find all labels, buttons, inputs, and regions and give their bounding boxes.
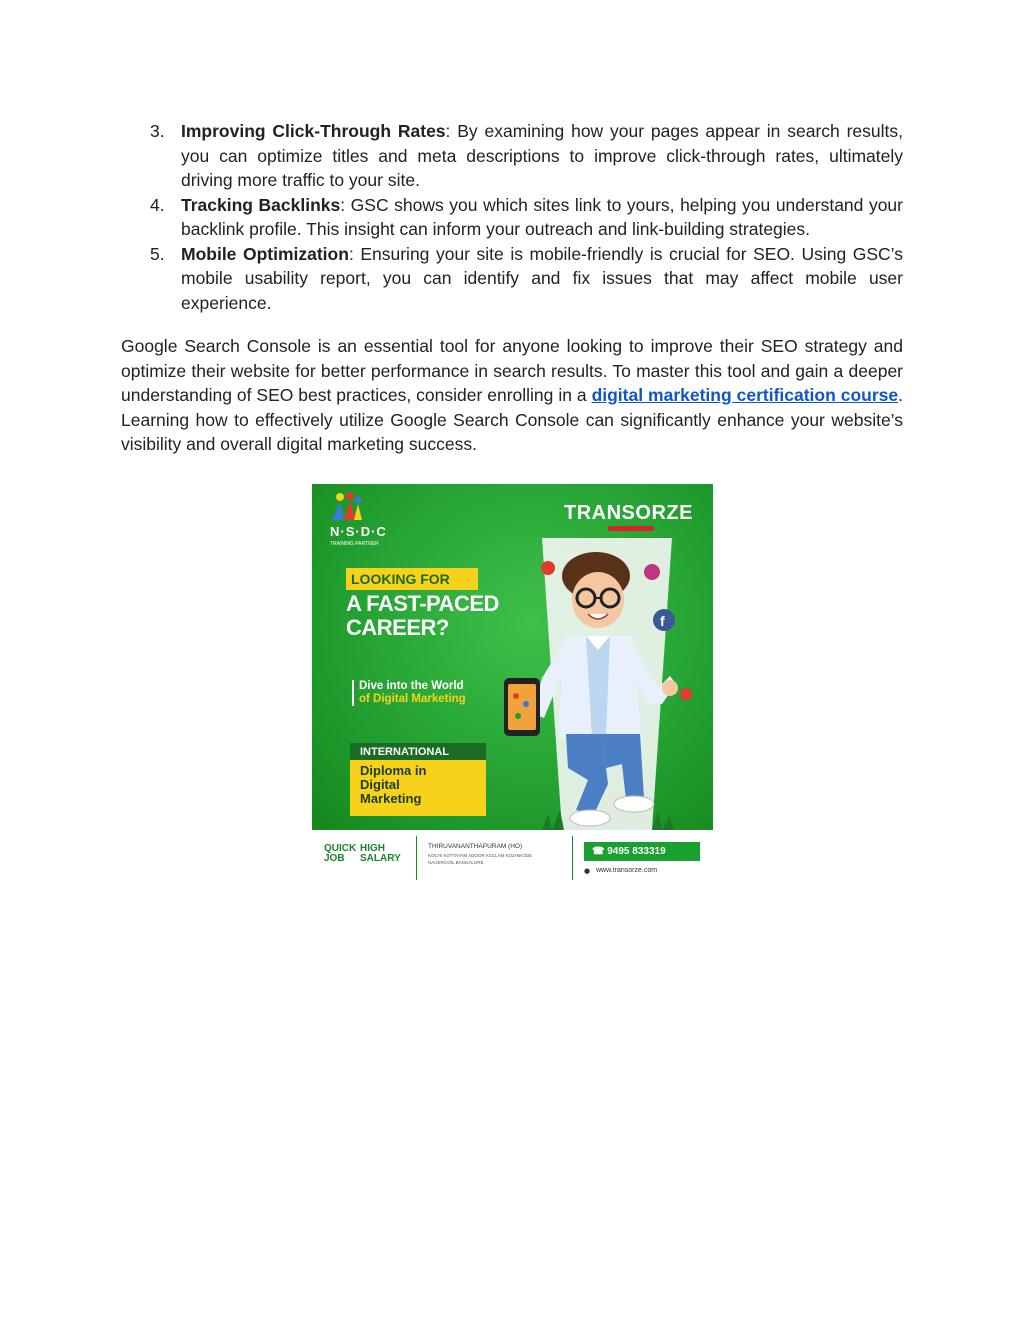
course-link[interactable]: digital marketing certification course [591,385,899,405]
nsdc-logo [326,490,406,546]
list-item-title: Tracking Backlinks [181,194,341,215]
quick-line-2: JOB [324,853,345,864]
quick-job-text [324,844,356,864]
diploma-box [350,760,486,816]
brand-logo-underline [608,526,654,531]
location-main: THIRUVANANTHAPURAM (HO) [428,843,523,850]
list-number: 5. [150,243,165,264]
high-line-1: HIGH [360,843,385,854]
brand-logo: TRANSORZE [564,502,693,524]
list-item-title: Mobile Optimization [181,243,349,264]
international-label: INTERNATIONAL [350,743,486,761]
footer-divider [416,836,417,880]
youtube-icon [541,561,555,575]
cartoon-character-illustration [502,538,702,830]
dive-line-2: of Digital Marketing [359,693,466,705]
body-paragraph [121,334,903,457]
paragraph-text-after-link: . Learning how to effectively utilize Google Search Console can significantly enhance your website’s visibility and overall digital marketing success. [121,385,903,454]
svg-text:f: f [660,613,665,629]
dive-into-text [352,680,466,706]
list-item-text: : GSC shows you which sites link to yours, helping you understand your backlink profile. This insight can inform your outreach and link-building strategies. [181,194,903,239]
headline-line-2: CAREER? [346,615,449,640]
quick-line-1: QUICK [324,843,357,854]
globe-icon: ● [584,867,591,875]
footer-divider [572,836,573,880]
high-salary-text [360,844,401,864]
nsdc-text: N·S·D·C [330,524,387,539]
list-number: 3. [150,121,165,141]
nsdc-subtitle: TRAINING PARTNER [330,541,379,547]
instagram-icon [644,564,660,580]
promo-banner-image [312,484,713,885]
paragraph-text-before-link: Google Search Console is an essential tool for anyone looking to improve their SEO strategy and optimize their website for better performance in search results. To master this tool and gain a deeper understanding of SEO best practices, consider enrolling in a [121,336,903,405]
headline-line-1: A FAST-PACED [346,591,499,616]
list-item [121,193,903,242]
phone-badge: ☎ 9495 833319 [584,842,700,861]
location-list: KOCHI KOTTAYAM ADOOR KOLLAM KOZHIKODE NAGERCOIL BANGALORE [428,853,533,865]
nsdc-figures-icon [326,490,366,524]
diploma-line-3: Marketing [360,791,422,806]
list-number: 4. [150,194,165,215]
list-item-text: : By examining how your pages appear in search results, you can optimize titles and meta descriptions to improve click-through rates, ultimately driving more traffic to your site. [181,121,903,190]
list-item [121,119,903,193]
banner-footer [312,830,713,885]
looking-for-tag: LOOKING FOR [346,568,478,590]
pinterest-icon [680,688,692,700]
list-item-text: : Ensuring your site is mobile-friendly is crucial for SEO. Using GSC’s mobile usability report, you can identify and fix issues that may affect mobile user experience. [181,243,903,313]
website-url: www.transorze.com [596,867,658,874]
diploma-line-2: Digital [360,777,400,792]
list-item [121,242,903,316]
numbered-list [121,119,903,315]
diploma-line-1: Diploma in [360,763,427,778]
phone-number: 9495 833319 [607,846,666,857]
list-item-title: Improving Click-Through Rates [181,121,446,141]
high-line-2: SALARY [360,853,401,864]
dive-line-1: Dive into the World [359,680,464,692]
